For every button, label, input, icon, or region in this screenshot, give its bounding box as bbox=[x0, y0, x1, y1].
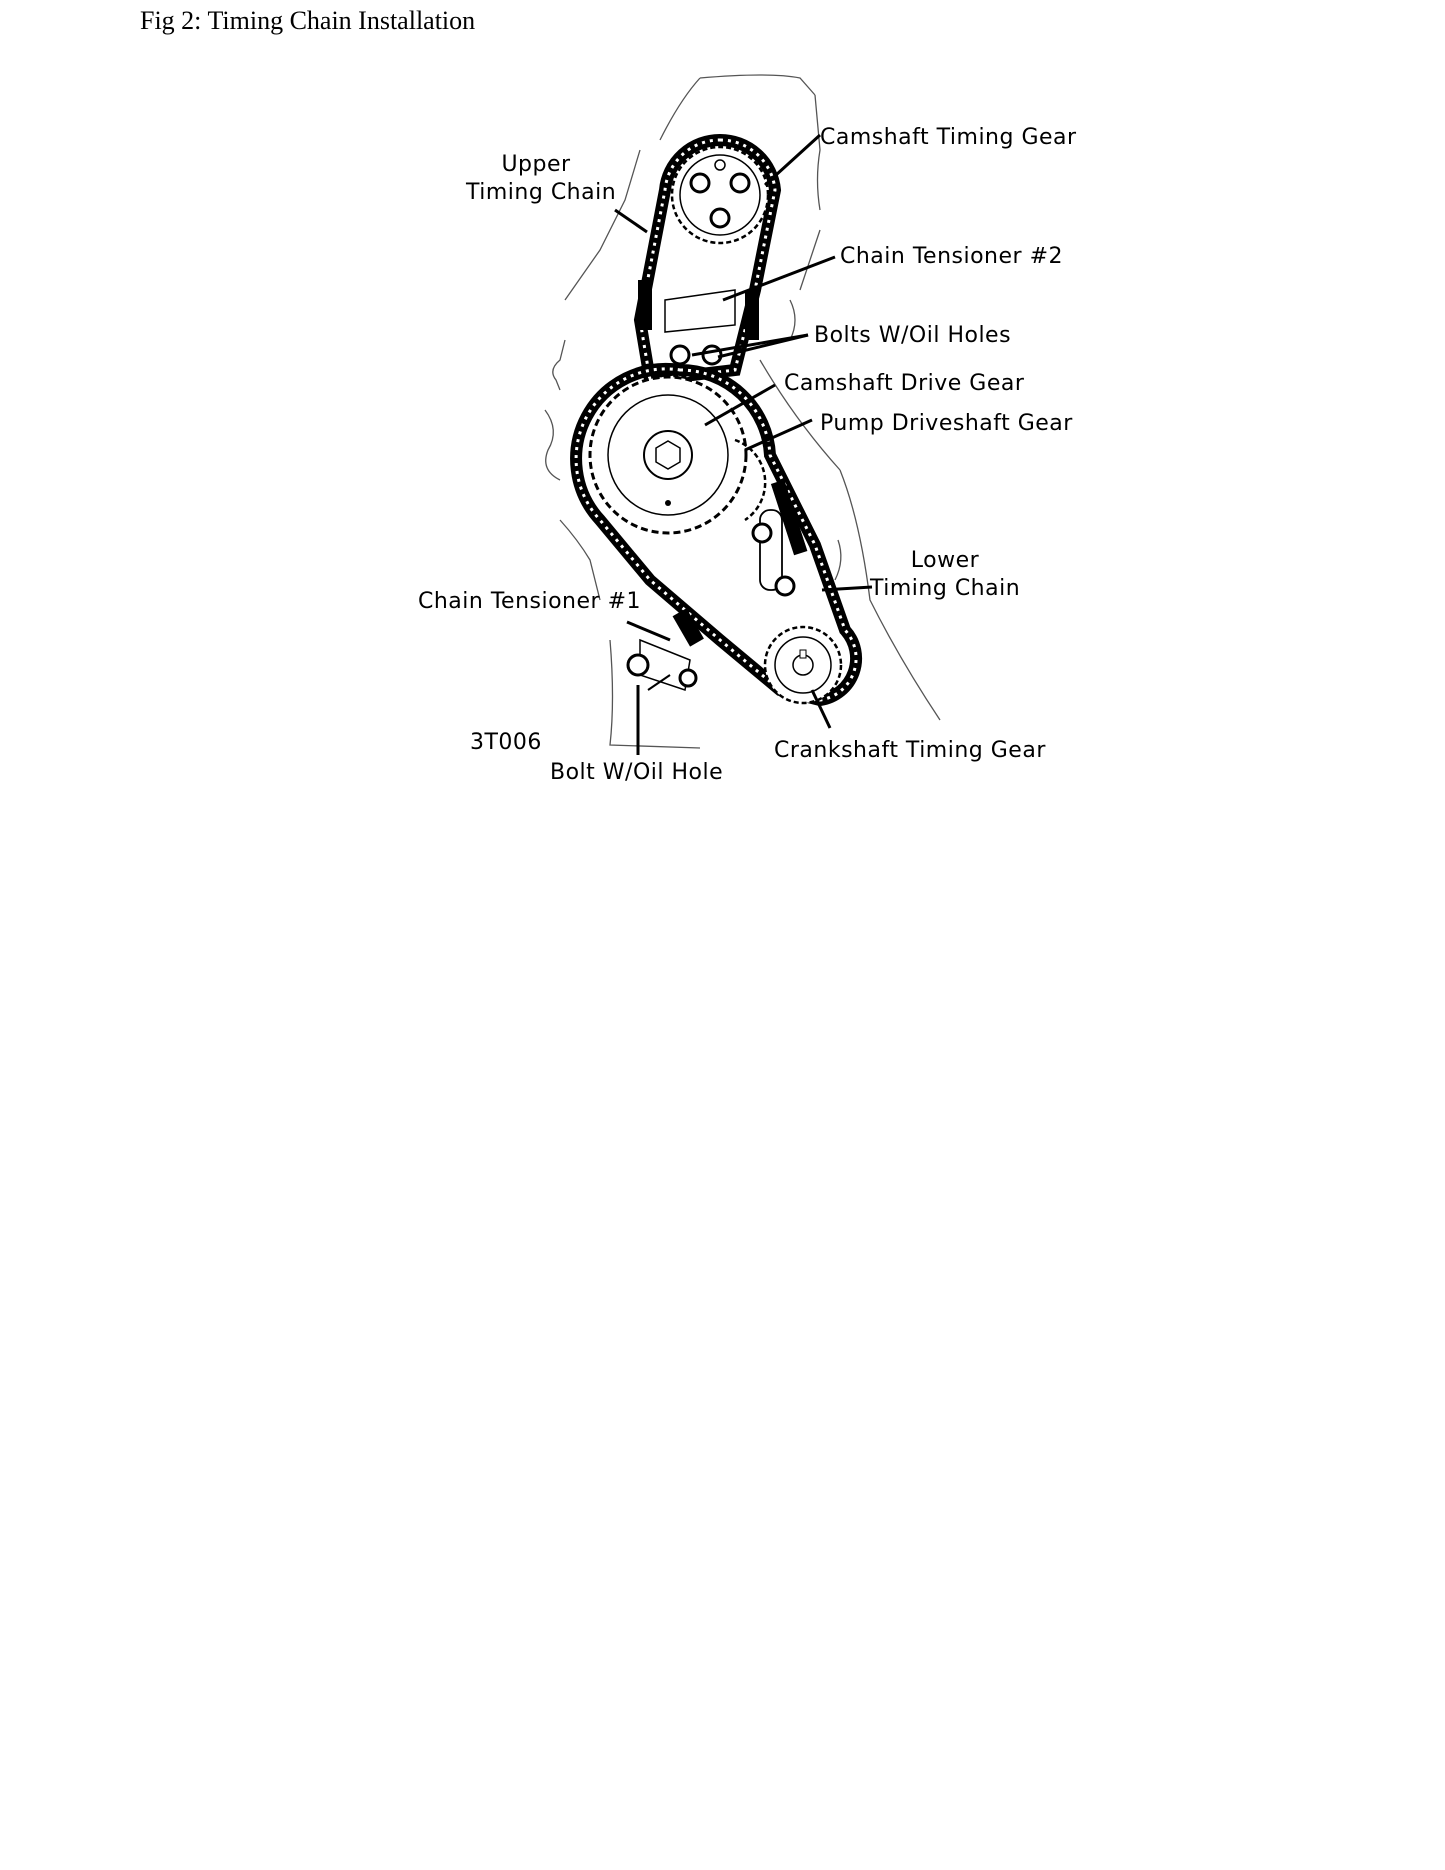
label-crankshaft-timing-gear: Crankshaft Timing Gear bbox=[774, 738, 1046, 763]
label-camshaft-drive-gear: Camshaft Drive Gear bbox=[784, 371, 1025, 396]
label-upper-timing-chain-line1: Upper bbox=[501, 152, 571, 177]
label-pump-driveshaft-gear: Pump Driveshaft Gear bbox=[820, 411, 1073, 436]
label-camshaft-timing-gear: Camshaft Timing Gear bbox=[820, 125, 1077, 150]
figure-caption: Fig 2: Timing Chain Installation bbox=[140, 6, 476, 35]
label-chain-tensioner-1: Chain Tensioner #1 bbox=[418, 589, 641, 614]
label-bolts-oil-holes: Bolts W/Oil Holes bbox=[814, 323, 1012, 348]
label-bolt-oil-hole: Bolt W/Oil Hole bbox=[550, 760, 724, 785]
camshaft-timing-gear bbox=[672, 147, 768, 243]
label-lower-timing-chain-line1: Lower bbox=[910, 548, 980, 573]
label-chain-tensioner-2: Chain Tensioner #2 bbox=[840, 244, 1063, 269]
chain-tensioner-1 bbox=[628, 608, 704, 690]
figure-code: 3T006 bbox=[470, 730, 542, 755]
label-lower-timing-chain bbox=[870, 547, 1020, 603]
lower-chain-guide bbox=[753, 480, 807, 595]
label-upper-timing-chain-line2: Timing Chain bbox=[466, 180, 617, 205]
crankshaft-timing-gear bbox=[765, 627, 841, 703]
camshaft-drive-gear bbox=[590, 377, 746, 533]
label-lower-timing-chain-line2: Timing Chain bbox=[870, 576, 1021, 601]
timing-chain-diagram bbox=[0, 0, 1445, 900]
label-upper-timing-chain bbox=[466, 151, 617, 207]
